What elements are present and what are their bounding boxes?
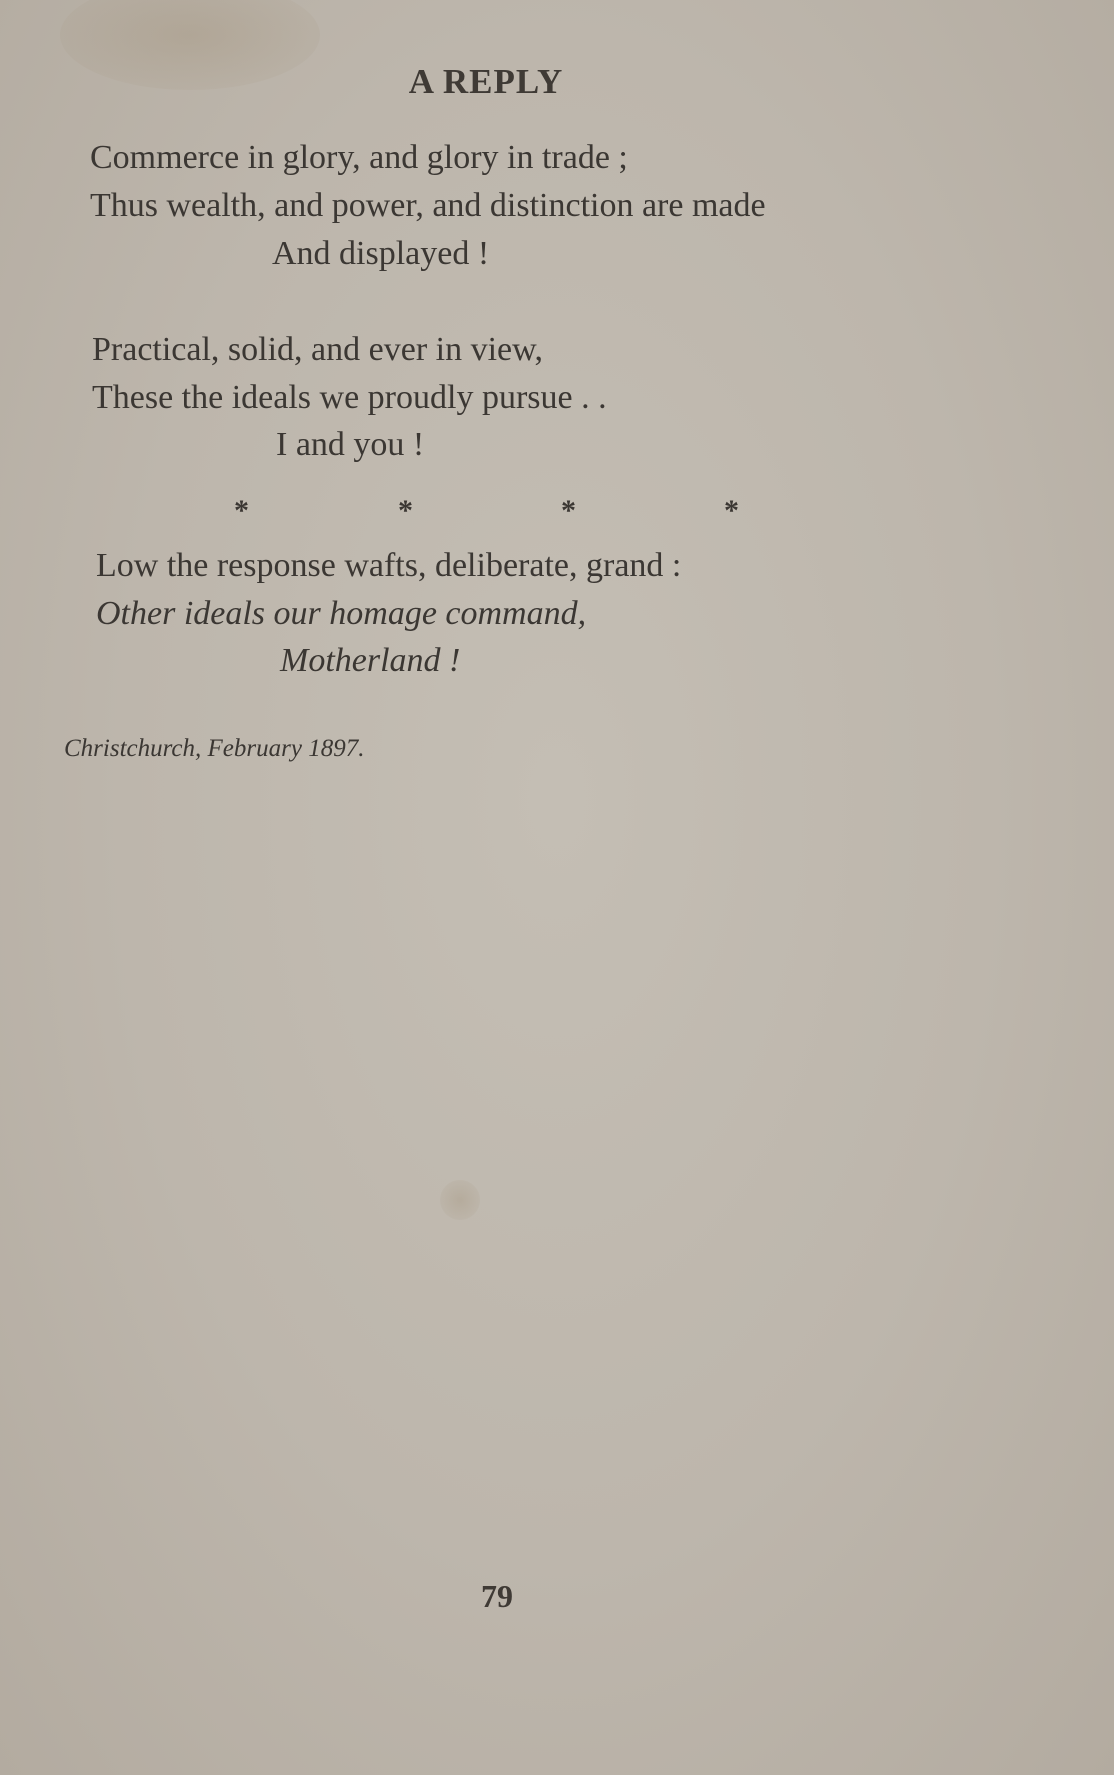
page-number: 79	[481, 1578, 513, 1614]
stanza3-line2: Other ideals our homage command,	[96, 595, 587, 632]
divider-asterisk: *	[561, 494, 576, 527]
stanza3-line1: Low the response wafts, deliberate, grand :	[96, 547, 682, 584]
stanza2-line1: Practical, solid, and ever in view,	[92, 331, 543, 368]
stanza1-line2: Thus wealth, and power, and distinction are made	[90, 187, 766, 224]
divider-asterisk: *	[398, 494, 413, 527]
poem-title: A REPLY	[408, 62, 564, 101]
section-divider	[0, 494, 1114, 534]
divider-asterisk: *	[724, 494, 739, 527]
stanza2-line2: These the ideals we proudly pursue . .	[92, 379, 607, 416]
place-and-date: Christchurch, February 1897.	[64, 735, 365, 762]
stanza1-line3: And displayed !	[272, 235, 490, 272]
divider-asterisk: *	[234, 494, 249, 527]
stanza1-line1: Commerce in glory, and glory in trade ;	[90, 139, 628, 176]
paper-stain	[440, 1180, 480, 1220]
stanza3-line3: Motherland !	[280, 642, 461, 679]
stanza2-line3: I and you !	[276, 426, 425, 463]
